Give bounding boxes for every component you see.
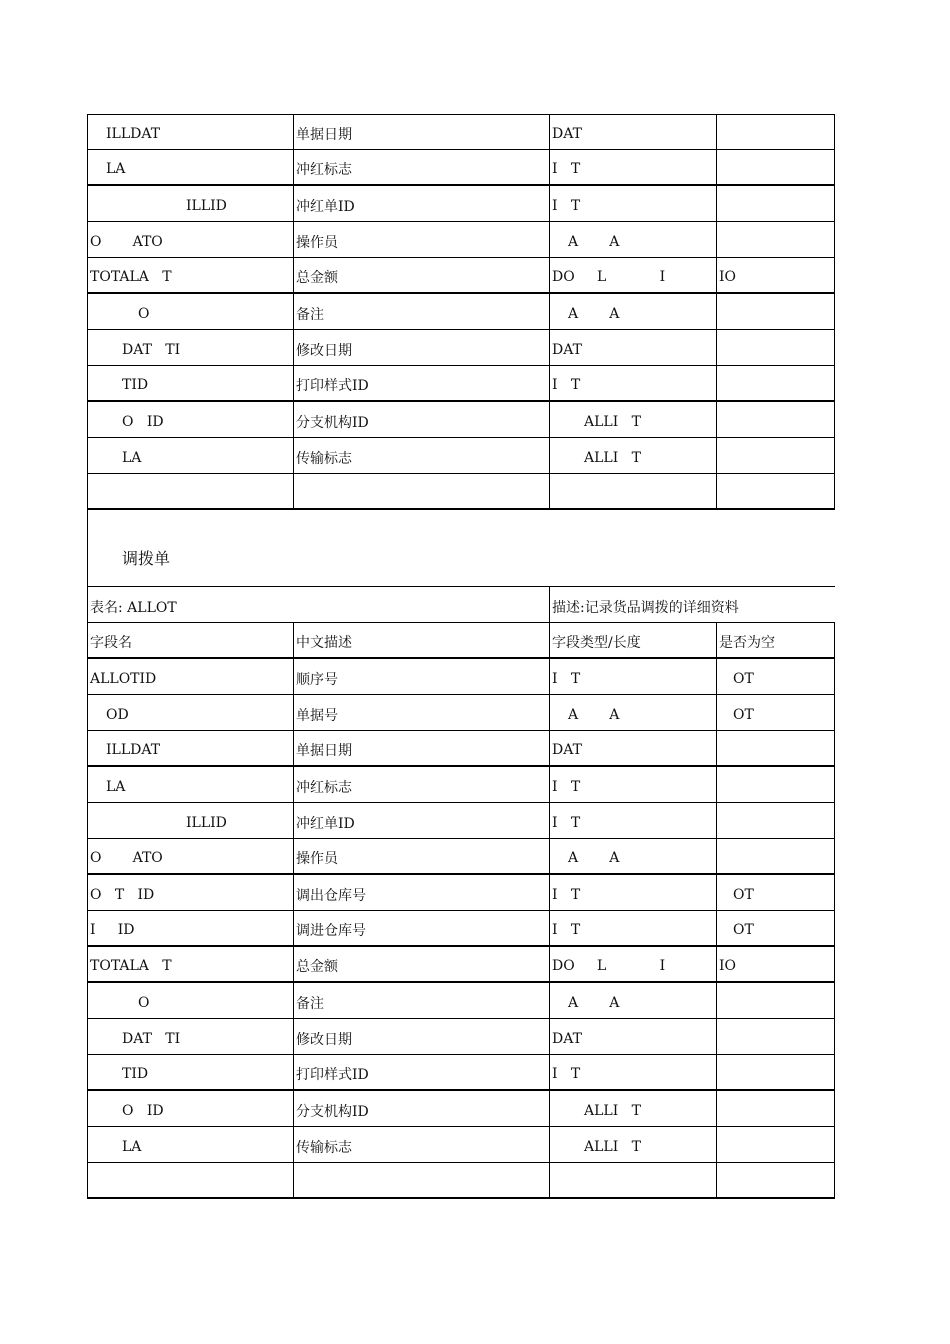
field-name-cell: LA <box>88 767 294 802</box>
chinese-desc-cell: 操作员 <box>294 839 550 873</box>
field-type-cell: A A <box>550 839 717 873</box>
chinese-desc-cell: 传输标志 <box>294 1127 550 1162</box>
chinese-desc-cell: 冲红标志 <box>294 150 550 184</box>
nullable-cell <box>717 1127 834 1162</box>
header-field-type: 字段类型/长度 <box>550 623 717 657</box>
nullable-cell: IO <box>719 958 737 974</box>
table-row <box>87 438 835 474</box>
field-type-cell: A A <box>550 983 717 1018</box>
field-type-cell: I T <box>550 186 717 221</box>
field-type-cell: A A <box>550 222 717 257</box>
nullable-cell <box>717 1163 834 1197</box>
field-name-cell: I ID <box>88 911 294 945</box>
field-name-cell: TOTALA T <box>88 258 294 292</box>
table-row <box>87 1091 835 1127</box>
field-type-cell: I T <box>550 803 717 838</box>
header-field-name: 字段名 <box>88 623 294 657</box>
section-title: 调拨单 <box>122 549 171 568</box>
field-type-cell: DO L I <box>550 258 717 292</box>
chinese-desc-cell: 分支机构ID <box>294 1091 550 1126</box>
nullable-cell <box>717 474 834 508</box>
nullable-cell: OT <box>733 706 754 723</box>
table-row <box>87 983 835 1019</box>
table-row <box>87 875 835 911</box>
chinese-desc-cell <box>294 474 550 508</box>
chinese-desc-cell: 修改日期 <box>294 330 550 365</box>
nullable-cell <box>717 839 834 873</box>
field-name-cell: ILLID <box>88 186 294 221</box>
nullable-cell <box>717 983 834 1018</box>
table-row <box>87 911 835 947</box>
chinese-desc-cell: 传输标志 <box>294 438 550 473</box>
chinese-desc-cell: 冲红标志 <box>294 767 550 802</box>
field-type-cell: ALLI T <box>550 438 717 473</box>
table-row <box>87 366 835 402</box>
nullable-cell <box>717 366 834 400</box>
table-row <box>87 1019 835 1055</box>
chinese-desc-cell: 顺序号 <box>294 659 550 694</box>
field-name-cell: ILLDAT <box>88 115 294 149</box>
nullable-cell <box>717 294 834 329</box>
field-name-cell: O ID <box>88 402 294 437</box>
field-type-cell: I T <box>550 875 717 910</box>
field-name-cell <box>88 1163 294 1197</box>
field-name-cell: ILLID <box>88 803 294 838</box>
field-name-cell: LA <box>88 150 294 184</box>
nullable-cell: OT <box>733 922 754 938</box>
table-row <box>87 1055 835 1091</box>
chinese-desc-cell: 打印样式ID <box>294 1055 550 1089</box>
nullable-cell <box>717 402 834 437</box>
field-name-cell: O <box>88 983 294 1018</box>
field-type-cell: I T <box>550 767 717 802</box>
nullable-cell <box>717 1091 834 1126</box>
nullable-cell <box>717 1019 834 1054</box>
field-type-cell: I T <box>550 911 717 945</box>
chinese-desc-cell: 操作员 <box>294 222 550 257</box>
field-name-cell: OD <box>88 695 294 730</box>
nullable-cell <box>717 330 834 365</box>
table-row <box>87 731 835 767</box>
field-name-cell: O T ID <box>88 875 294 910</box>
field-name-cell: O ATO <box>88 839 294 873</box>
table-row <box>87 150 835 186</box>
table-row <box>87 294 835 330</box>
chinese-desc-cell: 单据日期 <box>294 731 550 765</box>
nullable-cell: IO <box>719 269 737 285</box>
chinese-desc-cell: 总金额 <box>294 947 550 981</box>
table-header-row <box>87 623 835 659</box>
field-name-cell: O ID <box>88 1091 294 1126</box>
field-type-cell: DAT <box>550 1019 717 1054</box>
field-type-cell <box>550 474 717 508</box>
section-header <box>87 510 835 587</box>
field-name-cell: TID <box>88 1055 294 1089</box>
spreadsheet-page <box>87 114 835 1199</box>
field-name-cell <box>88 474 294 508</box>
chinese-desc-cell: 冲红单ID <box>294 186 550 221</box>
table-row <box>87 1127 835 1163</box>
field-type-cell: A A <box>550 294 717 329</box>
chinese-desc-cell: 单据日期 <box>294 115 550 149</box>
field-name-cell: ILLDAT <box>88 731 294 765</box>
table-row <box>87 258 835 294</box>
table-row <box>87 695 835 731</box>
field-name-cell: O <box>88 294 294 329</box>
chinese-desc-cell: 总金额 <box>294 258 550 292</box>
table-row <box>87 474 835 510</box>
chinese-desc-cell: 备注 <box>294 983 550 1018</box>
chinese-desc-cell: 打印样式ID <box>294 366 550 400</box>
table-name: 表名: ALLOT <box>88 587 550 622</box>
table-row <box>87 186 835 222</box>
chinese-desc-cell: 修改日期 <box>294 1019 550 1054</box>
field-name-cell: DAT TI <box>88 330 294 365</box>
table-row <box>87 330 835 366</box>
chinese-desc-cell: 调出仓库号 <box>294 875 550 910</box>
field-type-cell: DAT <box>550 731 717 765</box>
field-type-cell: I T <box>550 659 717 694</box>
field-type-cell: DO L I <box>550 947 717 981</box>
table-row <box>87 222 835 258</box>
nullable-cell <box>717 803 834 838</box>
field-type-cell: ALLI T <box>550 1091 717 1126</box>
nullable-cell <box>717 115 834 149</box>
field-name-cell: LA <box>88 1127 294 1162</box>
nullable-cell <box>717 731 834 765</box>
field-type-cell: DAT <box>550 115 717 149</box>
field-name-cell: TID <box>88 366 294 400</box>
chinese-desc-cell <box>294 1163 550 1197</box>
table-row <box>87 1163 835 1199</box>
chinese-desc-cell: 单据号 <box>294 695 550 730</box>
field-name-cell: DAT TI <box>88 1019 294 1054</box>
nullable-cell <box>717 150 834 184</box>
chinese-desc-cell: 调进仓库号 <box>294 911 550 945</box>
header-chinese-desc: 中文描述 <box>294 623 550 657</box>
nullable-cell <box>717 186 834 221</box>
field-type-cell: I T <box>550 150 717 184</box>
field-type-cell: A A <box>550 695 717 730</box>
nullable-cell <box>717 438 834 473</box>
field-type-cell: I T <box>550 366 717 400</box>
nullable-cell <box>717 222 834 257</box>
nullable-cell <box>717 767 834 802</box>
field-name-cell: O ATO <box>88 222 294 257</box>
chinese-desc-cell: 备注 <box>294 294 550 329</box>
field-type-cell: I T <box>550 1055 717 1089</box>
table-row <box>87 803 835 839</box>
field-type-cell: ALLI T <box>550 402 717 437</box>
field-name-cell: LA <box>88 438 294 473</box>
nullable-cell: OT <box>733 886 754 903</box>
chinese-desc-cell: 冲红单ID <box>294 803 550 838</box>
table-meta-row <box>87 587 835 623</box>
table-row <box>87 839 835 875</box>
table-row <box>87 402 835 438</box>
table-row <box>87 659 835 695</box>
field-name-cell: ALLOTID <box>88 659 294 694</box>
field-type-cell: ALLI T <box>550 1127 717 1162</box>
table-row <box>87 947 835 983</box>
table-row <box>87 114 835 150</box>
table-description: 描述:记录货品调拨的详细资料 <box>552 599 739 616</box>
nullable-cell <box>717 1055 834 1089</box>
field-type-cell: DAT <box>550 330 717 365</box>
chinese-desc-cell: 分支机构ID <box>294 402 550 437</box>
field-name-cell: TOTALA T <box>88 947 294 981</box>
field-type-cell <box>550 1163 717 1197</box>
nullable-cell: OT <box>733 670 754 687</box>
header-nullable: 是否为空 <box>719 635 775 651</box>
table-row <box>87 767 835 803</box>
